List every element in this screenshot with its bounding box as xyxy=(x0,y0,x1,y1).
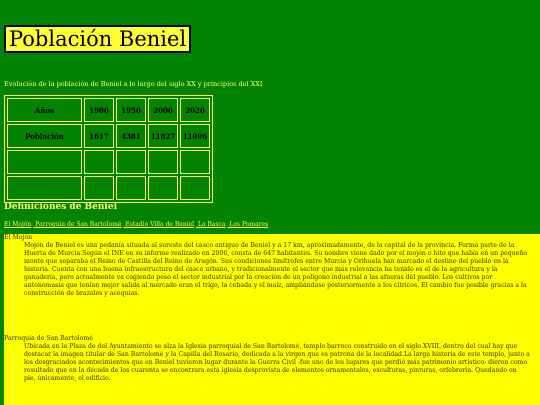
definition-entry xyxy=(4,335,540,383)
empty-cell xyxy=(7,176,82,200)
empty-cell xyxy=(148,150,178,174)
header-cell-years: Años xyxy=(7,98,82,122)
empty-cell xyxy=(84,176,114,200)
definition-entry xyxy=(4,234,540,298)
header-cell-1900: 1900 xyxy=(84,98,114,122)
definitions-heading: Definiciones de Beniel xyxy=(4,202,118,212)
definition-text: Ubicada en la Plaza de del Ayuntamiento se alza la Iglesia parroquial de San Bartolomé, templo barroco construido en el siglo XVIII, dentro del cual hay que destacar la imagen titular de San Bartolomé y la Capilla del Rosario, dedicada a la virgen que es patrona de la localidad.La larga historia de este templo, junto a los desgraciados acontecimientos que en Beniel tuvieron lugar durante la Guerra Civil -fue uno de los lugares que perdió más patrimonio artístico- dieron como resultado que en la década de los cuarenta se encontrara esta iglesia desprovista de elementos ornamentales, esculturas, pinturas, orfebrería. Quedando en pie, únicamente, el edificio. xyxy=(24,343,530,382)
cell-value: 1617 xyxy=(84,124,114,148)
link-estadio[interactable]: Estadio Villa de Beniel xyxy=(125,221,195,228)
table-header-row xyxy=(7,98,210,122)
page-title: Población Beniel xyxy=(4,25,191,53)
definition-term: Parroquia de San Bartolomé xyxy=(4,335,93,342)
header-cell-1950: 1950 xyxy=(116,98,146,122)
link-parroquia[interactable]: Parroquia de San Bartolomé xyxy=(35,221,122,228)
empty-cell xyxy=(84,150,114,174)
table-row xyxy=(7,124,210,148)
link-la-basca[interactable]: La Basca xyxy=(198,221,226,228)
definition-term: El Mojón xyxy=(4,234,33,241)
definitions-panel xyxy=(4,234,540,405)
header-cell-2020: 2020 xyxy=(180,98,210,122)
population-table xyxy=(4,95,213,203)
link-el-mojon[interactable]: El Mojón xyxy=(4,221,32,228)
definition-text: Mojón de Beniel es una pedanía situada al sureste del casco antiguo de Beniel y a 17 km, aproximadamente, de la capital de la provincia. Forma parte de la Huerta de Murcia.Según el INE en su informe realizado en 2006, consta de 647 habitantes. Su nombre viene dado por el mojón o hito que había en un pequeño monte que separaba el Reino de Castilla del Reino de Aragón. Sus condiciones limítrofes entre Murcia y Orihuela han marcado el destino del pueblo en la historia. Cuenta con una buena infraestructura del casco urbano, y tradicionalmente el sector que más relevancia ha tenido es el de la agricultura y la ganadería, pero actualmente va cogiendo peso el sector industrial por la creación de un polígono industrial a las afueras del pueblo. Los cultivos por antonomasia que tenían mejor salida al mercado eran el trigo, la cebada y el maíz, ampliándose posteriormente a los cítricos. El cambio fue posible gracias a la construcción de brazales y acequias. xyxy=(24,242,528,297)
link-los-pomares[interactable]: Los Pomares xyxy=(229,221,269,228)
cell-value: 11827 xyxy=(148,124,178,148)
empty-cell xyxy=(180,176,210,200)
table-empty-row xyxy=(7,150,210,174)
empty-cell xyxy=(116,176,146,200)
cell-value: 4381 xyxy=(116,124,146,148)
empty-cell xyxy=(180,150,210,174)
cell-value: 11096 xyxy=(180,124,210,148)
header-cell-2000: 2000 xyxy=(148,98,178,122)
empty-cell xyxy=(148,176,178,200)
table-empty-row xyxy=(7,176,210,200)
empty-cell xyxy=(116,150,146,174)
row-label-population: Población xyxy=(7,124,82,148)
page-subtitle: Evolución de la población de Beniel a lo largo del siglo XX y principios del XXI xyxy=(4,80,263,88)
definition-links xyxy=(4,221,270,228)
empty-cell xyxy=(7,150,82,174)
